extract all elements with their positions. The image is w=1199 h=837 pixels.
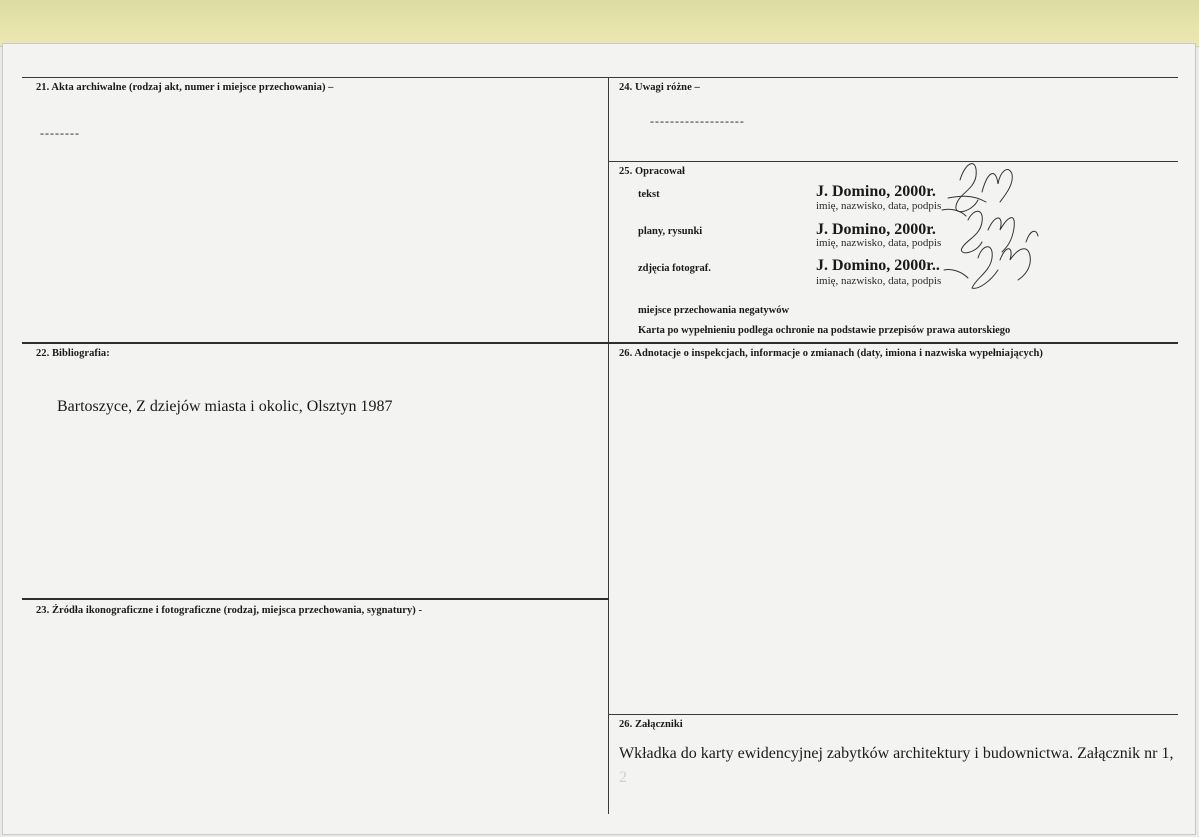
section-24-label: 24. Uwagi różne – <box>619 82 700 93</box>
author-row-label: zdjęcia fotograf. <box>638 263 711 274</box>
author-name: J. Domino, 2000r.. <box>816 257 940 274</box>
section-26-attachments-label: 26. Załączniki <box>619 719 683 730</box>
author-name: J. Domino, 2000r. <box>816 221 936 238</box>
divider-24-25 <box>609 161 1178 162</box>
author-caption: imię, nazwisko, data, podpis <box>816 200 942 212</box>
author-row-label: tekst <box>638 189 660 200</box>
top-rule <box>22 77 1178 78</box>
section-25-label: 25. Opracował <box>619 166 685 177</box>
section-21-value: -------- <box>40 126 80 140</box>
copyright-notice: Karta po wypełnieniu podlega ochronie na podstawie przepisów prawa autorskiego <box>638 325 1011 336</box>
section-24-value: ------------------- <box>650 114 745 128</box>
column-divider <box>608 78 609 814</box>
attachments-text: Wkładka do karty ewidencyjnej zabytków architektury i budownictwa. Załącznik nr 1, <box>619 745 1174 762</box>
negatives-storage-label: miejsce przechowania negatywów <box>638 305 790 316</box>
author-row-label: plany, rysunki <box>638 226 703 237</box>
author-caption: imię, nazwisko, data, podpis <box>816 275 942 287</box>
divider-22-23 <box>22 598 609 600</box>
section-26-annotations-label: 26. Adnotacje o inspekcjach, informacje o zmianach (daty, imiona i nazwiska wypełniających) <box>619 348 1043 359</box>
handwritten-signature <box>938 150 1048 300</box>
section-22-label: 22. Bibliografia: <box>36 348 110 359</box>
adhesive-tape-strip <box>0 0 1199 47</box>
bibliography-entry: Bartoszyce, Z dziejów miasta i okolic, Olsztyn 1987 <box>57 398 393 415</box>
section-23-label: 23. Źródła ikonograficzne i fotograficzne (rodzaj, miejsca przechowania, sygnatury) - <box>36 605 423 616</box>
author-name: J. Domino, 2000r. <box>816 183 936 200</box>
author-caption: imię, nazwisko, data, podpis <box>816 237 942 249</box>
section-21-label: 21. Akta archiwalne (rodzaj akt, numer i miejsce przechowania) – <box>36 82 334 93</box>
divider-row-22 <box>22 342 1178 344</box>
divider-26-attachments <box>609 714 1178 715</box>
attachments-faint-number: 2 <box>619 769 627 786</box>
attachments-text-block <box>619 742 1175 790</box>
